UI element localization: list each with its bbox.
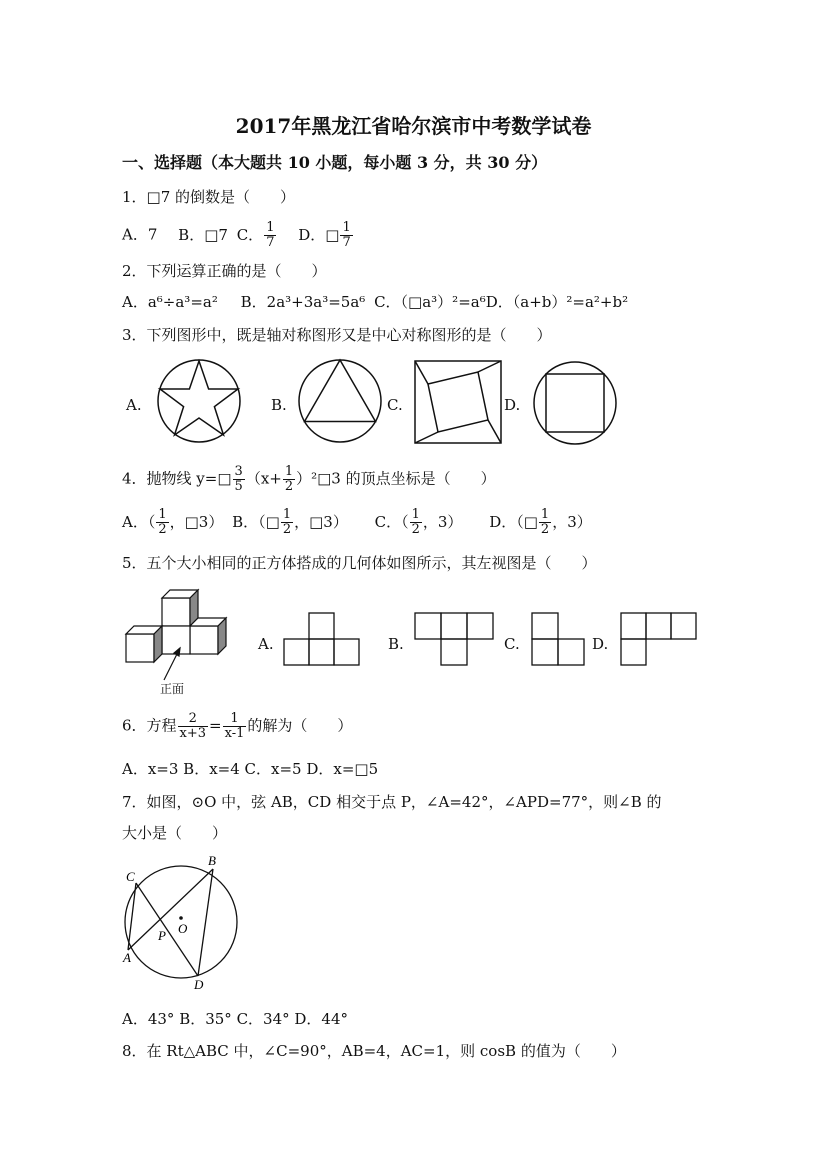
q1-option-c-fraction: $\frac{1}{7}$ — [266, 220, 275, 250]
q3-figure-b-circle-triangle — [297, 358, 383, 444]
q2-option-c: C．（□a³）²=a⁶ — [374, 293, 486, 311]
q5-view-a — [283, 612, 361, 666]
q1-options — [122, 221, 354, 250]
q3-figure-a-circle-star — [154, 358, 244, 444]
q5-option-d-label: D. — [592, 635, 609, 653]
q7-label-o: O — [178, 921, 188, 936]
q5-view-d — [620, 612, 698, 666]
q7-label-d: D — [194, 977, 204, 992]
q4-option-d: D．（□ $\frac{1}{2}$ ，3） — [489, 507, 592, 537]
q1-option-d-label: D．□ — [298, 225, 340, 244]
q7-circle-figure — [118, 852, 248, 992]
q5-stem: 5．五个大小相同的正方体搭成的几何体如图所示，其左视图是（ ） — [122, 554, 597, 572]
q2-stem: 2．下列运算正确的是（ ） — [122, 262, 327, 280]
q3-stem: 3．下列图形中，既是轴对称图形又是中心对称图形的是（ ） — [122, 326, 552, 344]
q3-option-c-label: C. — [387, 396, 403, 414]
q7-label-a: A — [123, 950, 131, 965]
q4-option-a: A．（ $\frac{1}{2}$ ，□3） — [122, 507, 224, 537]
q3-figure-c-square-pinwheel — [414, 360, 502, 444]
q5-option-c-label: C. — [504, 635, 520, 653]
q3-option-b-label: B. — [271, 396, 287, 414]
q4-option-b: B．（□ $\frac{1}{2}$ ，□3） — [232, 507, 348, 537]
q1-option-d-fraction: $\frac{1}{7}$ — [342, 220, 351, 250]
q7-options: A．43° B．35° C．34° D．44° — [122, 1010, 349, 1028]
q5-option-a-label: A. — [258, 635, 274, 653]
q7-stem-line2: 大小是（ ） — [122, 824, 228, 842]
q6-options: A．x=3 B．x=4 C．x=5 D．x=□5 — [122, 760, 379, 778]
q2-options — [122, 291, 628, 312]
q7-label-b: B — [208, 853, 216, 868]
q3-figure-d-circle-square — [532, 360, 618, 446]
q3-option-d-label: D. — [504, 396, 521, 414]
q2-option-d: D．（a+b）²=a²+b² — [485, 293, 629, 311]
q1-stem: 1．□7 的倒数是（ ） — [122, 188, 296, 206]
q4-options — [122, 508, 592, 537]
q7-stem-line1: 7．如图，⊙O 中，弦 AB，CD 相交于点 P，∠A=42°，∠APD=77°，则∠B 的 — [122, 793, 662, 811]
q1-option-c-label: C． — [236, 225, 264, 244]
q6-stem: 6．方程 $\frac{2}{x+3}$ = $\frac{1}{x-1}$ 的解为（ ） — [122, 711, 353, 741]
q3-option-a-label: A. — [126, 396, 142, 414]
q7-label-c: C — [126, 869, 135, 884]
q5-front-label: 正面 — [160, 682, 185, 696]
q7-label-p: P — [158, 928, 166, 943]
section-heading: 一、选择题（本大题共 10 小题，每小题 3 分，共 30 分） — [122, 153, 548, 172]
q1-option-a: A．7 — [122, 225, 158, 244]
q8-stem: 8．在 Rt△ABC 中，∠C=90°，AB=4，AC=1，则 cosB 的值为（ ） — [122, 1042, 626, 1060]
q5-view-c — [531, 612, 585, 666]
page-title: 2017年黑龙江省哈尔滨市中考数学试卷 — [235, 114, 592, 138]
q4-option-c: C．（ $\frac{1}{2}$ ，3） — [374, 507, 463, 537]
q1-option-b: B．□7 — [178, 225, 228, 244]
q5-option-b-label: B. — [388, 635, 404, 653]
q5-view-b — [414, 612, 494, 666]
q2-option-a: A．a⁶÷a³=a² — [122, 293, 218, 311]
q4-stem: 4．抛物线 y=□ $\frac{3}{5}$ （x+ $\frac{1}{2}$ ）²□3 的顶点坐标是（ ） — [122, 464, 496, 494]
q2-option-b: B．2a³+3a³=5a⁶ — [240, 293, 366, 311]
